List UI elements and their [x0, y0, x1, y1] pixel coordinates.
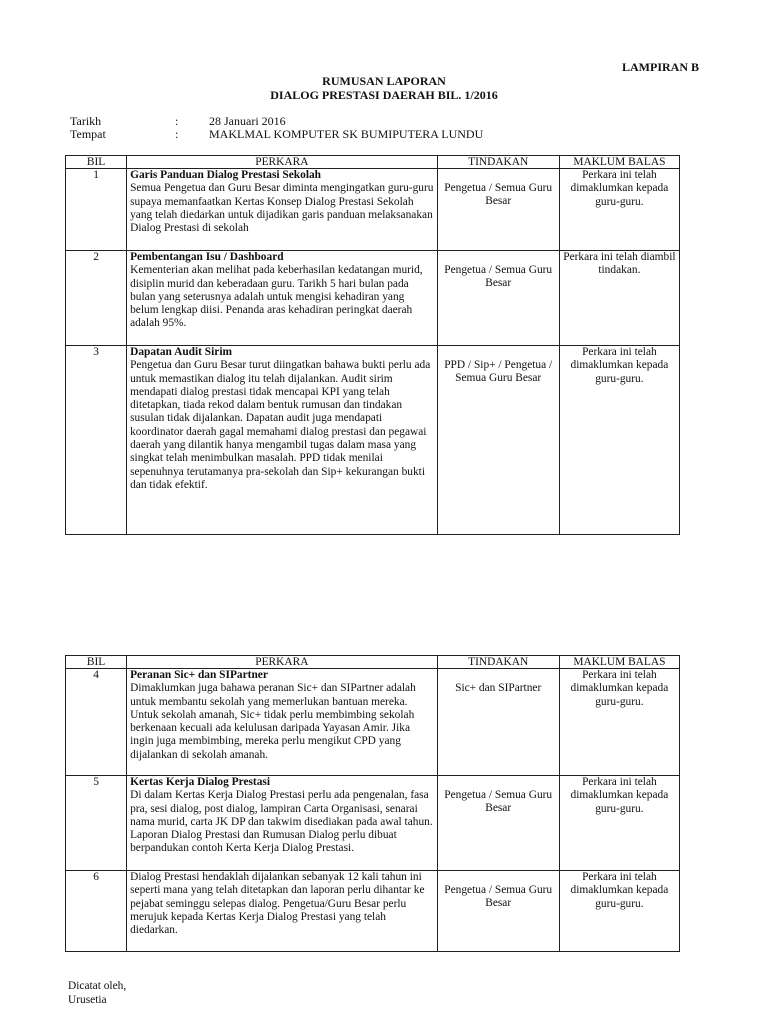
venue-label: Tempat	[70, 127, 106, 141]
attachment-label: LAMPIRAN B	[622, 60, 699, 74]
signature-block	[68, 980, 126, 1007]
row-text: Semua Pengetua dan Guru Besar diminta mengingatkan guru-guru supaya memanfaatkan Kertas Konsep Dialog Prestasi Sekolah yang telah diedarkan untuk dijadikan garis panduan melaksanakan Dialog Prestasi di sekolah	[130, 182, 434, 235]
table-header-row	[66, 156, 680, 169]
report-title: RUMUSAN LAPORAN	[322, 74, 446, 88]
date-value: 28 Januari 2016	[209, 114, 286, 128]
row-feedback: Perkara ini telah dimaklumkan kepada guru-guru.	[559, 776, 679, 871]
table-row	[66, 346, 680, 535]
secretariat-label: Urusetia	[68, 993, 107, 1006]
row-action-text: Pengetua / Semua Guru Besar	[444, 884, 553, 910]
row-feedback: Perkara ini telah dimaklumkan kepada guru-guru.	[559, 871, 679, 952]
col-perkara-header: PERKARA	[127, 656, 438, 669]
row-action	[437, 346, 559, 535]
row-heading: Pembentangan Isu / Dashboard	[130, 251, 284, 263]
row-feedback: Perkara ini telah diambil tindakan.	[559, 251, 679, 346]
col-maklum-header: MAKLUM BALAS	[559, 156, 679, 169]
row-action-text: Pengetua / Semua Guru Besar	[444, 789, 553, 815]
table-header-row	[66, 656, 680, 669]
row-feedback: Perkara ini telah dimaklumkan kepada guru-guru.	[559, 346, 679, 535]
row-text: Dimaklumkan juga bahawa peranan Sic+ dan SIPartner adalah untuk membantu sekolah yang memerlukan bantuan mereka. Untuk sekolah amanah, Sic+ tidak perlu membimbing sekolah berkenaan kecuali ada kelulusan daripada Yayasan Amir. Jika ingin juga membimbing, mereka perlu mengikut CPD yang dijalankan di sekolah amanah.	[130, 682, 416, 761]
row-matter	[127, 169, 438, 251]
row-matter	[127, 776, 438, 871]
row-matter	[127, 251, 438, 346]
row-number: 6	[66, 871, 127, 952]
row-number: 1	[66, 169, 127, 251]
col-tindakan-header: TINDAKAN	[437, 656, 559, 669]
col-maklum-header: MAKLUM BALAS	[559, 656, 679, 669]
date-label: Tarikh	[70, 114, 102, 128]
col-bil-header: BIL	[66, 656, 127, 669]
row-matter	[127, 669, 438, 776]
row-action-text: Pengetua / Semua Guru Besar	[444, 264, 553, 290]
row-number: 5	[66, 776, 127, 871]
venue-value: MAKLMAL KOMPUTER SK BUMIPUTERA LUNDU	[209, 127, 484, 141]
col-perkara-header: PERKARA	[127, 156, 438, 169]
report-table-1	[65, 155, 680, 535]
row-action	[437, 669, 559, 776]
row-matter	[127, 346, 438, 535]
row-feedback: Perkara ini telah dimaklumkan kepada guru-guru.	[559, 169, 679, 251]
row-text: Kementerian akan melihat pada keberhasilan kedatangan murid, disiplin murid dan keberadaan guru. Tarikh 5 hari bulan pada bulan yang seterusnya adalah untuk mengisi kehadiran yang belum lengkap diisi. Penanda aras kehadiran peringkat daerah adalah 95%.	[130, 264, 423, 330]
table-row	[66, 669, 680, 776]
recorded-by-label: Dicatat oleh,	[68, 980, 127, 992]
date-colon: :	[175, 114, 179, 128]
table-row	[66, 251, 680, 346]
row-feedback: Perkara ini telah dimaklumkan kepada guru-guru.	[559, 669, 679, 776]
report-table-2	[65, 655, 680, 952]
table-row	[66, 871, 680, 952]
row-text: Dialog Prestasi hendaklah dijalankan sebanyak 12 kali tahun ini seperti mana yang telah ditetapkan dan laporan perlu dihantar ke pejabat seminggu selepas dialog. Pengetua/Guru Besar perlu merujuk kepada Kertas Kerja Dialog Prestasi yang telah diedarkan.	[130, 871, 425, 937]
row-heading: Dapatan Audit Sirim	[130, 346, 232, 358]
row-heading: Peranan Sic+ dan SIPartner	[130, 669, 268, 681]
row-action-text: Pengetua / Semua Guru Besar	[444, 182, 553, 208]
col-bil-header: BIL	[66, 156, 127, 169]
table-row	[66, 169, 680, 251]
col-tindakan-header: TINDAKAN	[437, 156, 559, 169]
row-text: Di dalam Kertas Kerja Dialog Prestasi perlu ada pengenalan, fasa pra, sesi dialog, post dialog, lampiran Carta Organisasi, senarai nama murid, carta JK DP dan takwim disediakan pada awal tahun. Laporan Dialog Prestasi dan Rumusan Dialog perlu dibuat berpandukan contoh Kerta Kerja Dialog Prestasi.	[130, 789, 433, 855]
row-number: 3	[66, 346, 127, 535]
row-heading: Garis Panduan Dialog Prestasi Sekolah	[130, 169, 322, 181]
row-text: Pengetua dan Guru Besar turut diingatkan bahawa bukti perlu ada untuk memastikan dialog itu telah dijalankan. Audit sirim mendapati dialog prestasi tidak mencapai KPI yang telah ditetapkan, tiada rekod dalam bentuk rumusan dan tindakan susulan tidak dijalankan. Dapatan audit juga mendapati koordinator daerah gagal memahami dialog prestasi dan pegawai daerah yang dilantik hanya mengambil tugas dalam masa yang singkat telah menimbulkan masalah. PPD tidak menilai sepenuhnya terutamanya pra-sekolah dan Sip+ kekurangan bukti dan tidak efektif.	[130, 359, 431, 491]
venue-colon: :	[175, 127, 179, 141]
table-row	[66, 776, 680, 871]
row-number: 2	[66, 251, 127, 346]
row-action	[437, 776, 559, 871]
row-action	[437, 251, 559, 346]
row-number: 4	[66, 669, 127, 776]
report-subtitle: DIALOG PRESTASI DAERAH BIL. 1/2016	[270, 88, 498, 102]
row-action	[437, 871, 559, 952]
row-action-text: Sic+ dan SIPartner	[455, 682, 542, 694]
row-matter	[127, 871, 438, 952]
row-action-text: PPD / Sip+ / Pengetua / Semua Guru Besar	[444, 359, 553, 385]
row-heading: Kertas Kerja Dialog Prestasi	[130, 776, 271, 788]
row-action	[437, 169, 559, 251]
